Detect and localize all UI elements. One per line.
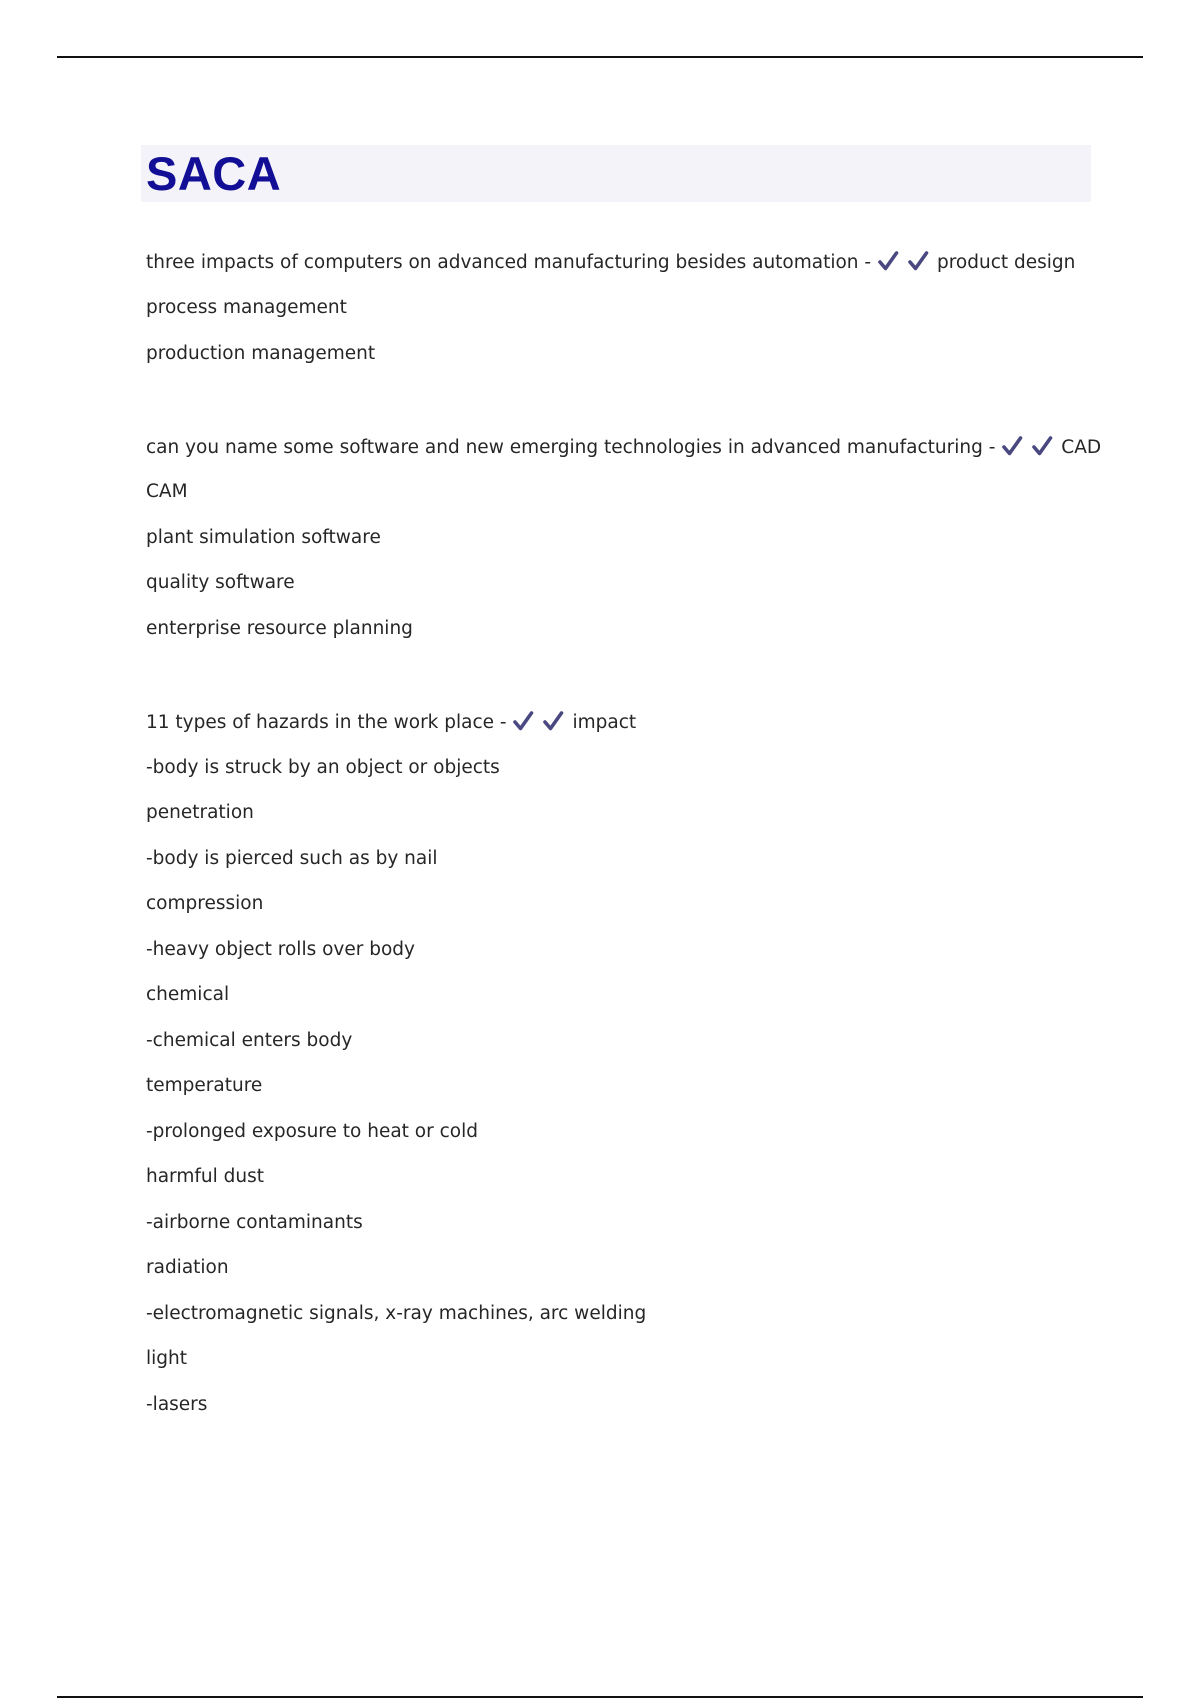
checkmark-icon [877,250,899,272]
answer-line: penetration [146,802,254,823]
answer-line: production management [146,343,376,364]
answer-line: enterprise resource planning [146,618,413,639]
answer-line: -prolonged exposure to heat or cold [146,1121,478,1142]
title-banner [141,145,1091,202]
question-text: three impacts of computers on advanced manufacturing besides automation - [146,252,877,273]
answer-line: plant simulation software [146,527,381,548]
top-rule [57,56,1143,58]
qa-question-line [146,710,636,735]
answer-line: -heavy object rolls over body [146,939,415,960]
answer-text: impact [572,712,637,733]
checkmark-icon [512,710,534,732]
question-text: 11 types of hazards in the work place - [146,712,513,733]
qa-question-line [146,435,1101,460]
checkmark-icon [1001,435,1023,457]
document-title: SACA [146,147,282,200]
answer-line: harmful dust [146,1166,264,1187]
answer-line: -body is pierced such as by nail [146,848,438,869]
answer-line: -lasers [146,1394,208,1415]
qa-question-line [146,250,1075,275]
answer-text: CAD [1061,437,1102,458]
answer-line: process management [146,297,347,318]
answer-line: compression [146,893,264,914]
checkmark-icon [907,250,929,272]
checkmark-icon [542,710,564,732]
answer-line: -chemical enters body [146,1030,353,1051]
checkmark-icon [1031,435,1053,457]
answer-text: product design [936,252,1076,273]
answer-line: radiation [146,1257,229,1278]
answer-line: -body is struck by an object or objects [146,757,500,778]
bottom-rule [57,1696,1143,1698]
answer-line: -airborne contaminants [146,1212,363,1233]
answer-line: light [146,1348,188,1369]
question-text: can you name some software and new emerging technologies in advanced manufacturing - [146,437,1002,458]
answer-line: CAM [146,481,188,502]
answer-line: -electromagnetic signals, x-ray machines, arc welding [146,1303,647,1324]
answer-line: quality software [146,572,295,593]
answer-line: temperature [146,1075,263,1096]
answer-line: chemical [146,984,230,1005]
